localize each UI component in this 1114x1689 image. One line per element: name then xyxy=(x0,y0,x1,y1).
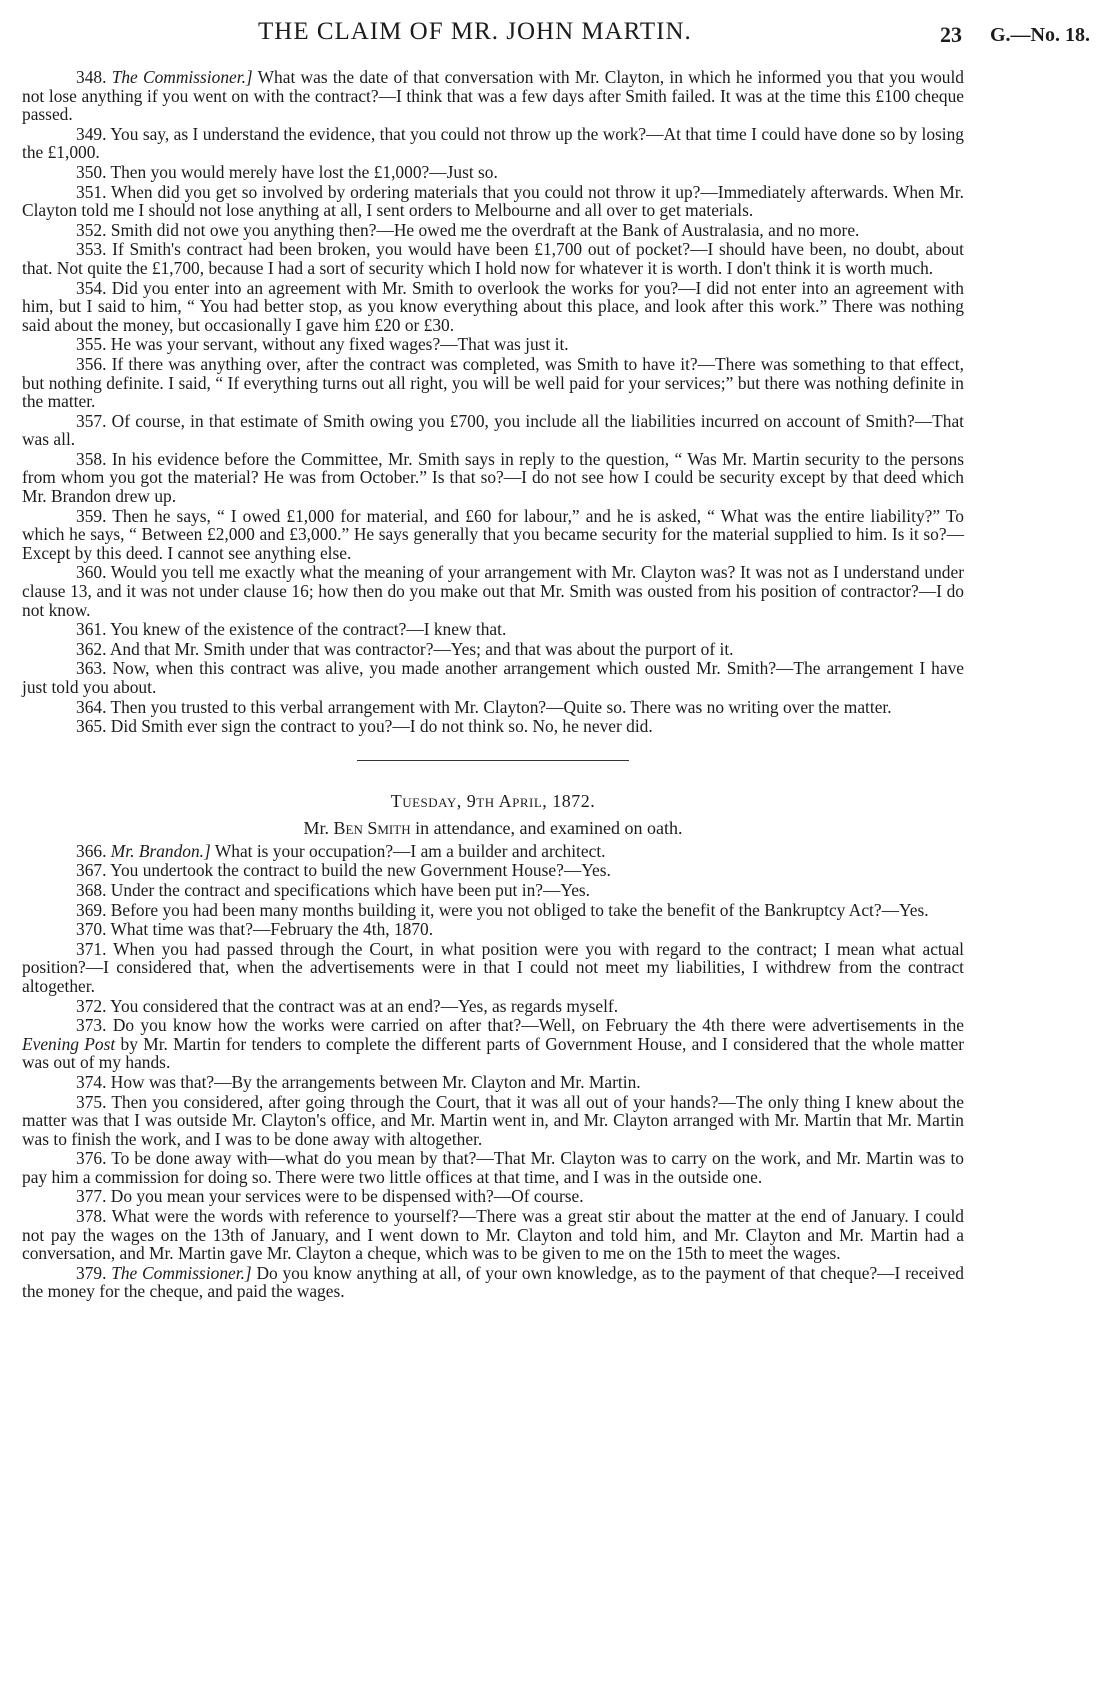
evidence-paragraph xyxy=(22,450,964,506)
attendance-line xyxy=(22,818,964,839)
question-number: 359. xyxy=(76,505,107,526)
question-number: 356. xyxy=(76,353,107,374)
evidence-paragraph xyxy=(22,240,964,277)
document-body xyxy=(22,68,964,1302)
evidence-paragraph xyxy=(22,997,964,1016)
evidence-paragraph xyxy=(22,68,964,124)
question-number: 360. xyxy=(76,562,107,583)
question-answer-text: What was the date of that conversation with Mr. Clayton, in which he informed you that you would not lose anything if you went on with the contract?—I think that was a few days after Smith failed. It was at the time this £100 cheque passed. xyxy=(22,67,964,125)
page-number: 23 xyxy=(940,22,962,47)
question-answer-text: What is your occupation?—I am a builder and architect. xyxy=(210,840,606,861)
question-answer-text: Now, when this contract was alive, you made another arrangement which ousted Mr. Smith?—The arrangement I have just told you about. xyxy=(22,658,964,697)
question-answer-text: Before you had been many months building it, were you not obliged to take the benefit of the Bankruptcy Act?—Yes. xyxy=(110,899,929,920)
attendance-suffix: in attendance, and examined on oath. xyxy=(410,817,683,838)
attendance-prefix: Mr. xyxy=(303,817,334,838)
evidence-paragraph xyxy=(22,620,964,639)
question-number: 361. xyxy=(76,619,107,640)
question-answer-text: Do you know anything at all, of your own knowledge, as to the payment of that cheque?—I received the money for the cheque, and paid the wages. xyxy=(22,1262,964,1302)
question-answer-text: Then he says, “ I owed £1,000 for material, and £60 for labour,” and he is asked, “ What was the entire liability?” To which he says, “ Between £2,000 and £3,000.” He says generally that you became security for the material supplied to him. Is it so?—Except by this deed. I cannot see anything else. xyxy=(22,505,964,563)
question-answer-text: Then you would merely have lost the £1,000?—Just so. xyxy=(110,161,498,182)
question-number: 352. xyxy=(76,219,107,240)
question-number: 350. xyxy=(76,161,107,182)
question-answer-text: He was your servant, without any fixed wages?—That was just it. xyxy=(110,334,569,355)
question-answer-text: How was that?—By the arrangements between Mr. Clayton and Mr. Martin. xyxy=(110,1071,641,1092)
evidence-paragraph xyxy=(22,901,964,920)
evidence-paragraph xyxy=(22,659,964,696)
question-answer-text: Do you know how the works were carried on after that?—Well, on February the 4th there were advertisements in the Evening Post by Mr. Martin for tenders to complete the different parts of Government House, and I considered that the whole matter was out of my hands. xyxy=(22,1015,964,1073)
question-answer-text: Did you enter into an agreement with Mr. Smith to overlook the works for you?—I did not enter into an agreement with him, but I said to him, “ You had better stop, as you know everything about this place, and look after this work.” There was nothing said about the money, but occasionally I gave him £20 or £30. xyxy=(22,277,964,335)
question-answer-text: You say, as I understand the evidence, that you could not throw up the work?—At that time I could have done so by losing the £1,000. xyxy=(22,123,964,163)
question-answer-text: If Smith's contract had been broken, you would have been £1,700 out of pocket?—I should have been, no doubt, about that. Not quite the £1,700, because I had a sort of security which I hold now for whatever it is worth. I don't think it is worth much. xyxy=(22,239,964,278)
evidence-paragraph xyxy=(22,163,964,182)
evidence-paragraph xyxy=(22,335,964,354)
speaker-label: The Commissioner.] xyxy=(111,67,253,87)
question-number: 378. xyxy=(76,1206,107,1227)
question-number: 349. xyxy=(76,123,107,144)
newspaper-title: Evening Post xyxy=(22,1033,116,1054)
evidence-paragraph xyxy=(22,1016,964,1072)
question-answer-text: To be done away with—what do you mean by that?—That Mr. Clayton was to carry on the work, and Mr. Martin was to pay him a commission for doing so. There were two little offices at that time, and I was in the outside one. xyxy=(22,1148,964,1187)
evidence-paragraph xyxy=(22,940,964,996)
evidence-paragraph xyxy=(22,1187,964,1206)
evidence-section-a xyxy=(22,68,964,736)
evidence-paragraph xyxy=(22,279,964,335)
question-answer-text: If there was anything over, after the contract was completed, was Smith to have it?—There was something to that effect, but nothing definite. I said, “ If everything turns out all right, you will be well paid for your services;” but there was nothing definite in the matter. xyxy=(22,353,964,412)
question-number: 365. xyxy=(76,716,107,737)
question-number: 377. xyxy=(76,1186,107,1207)
evidence-paragraph xyxy=(22,717,964,736)
question-answer-text: In his evidence before the Committee, Mr. Smith says in reply to the question, “ Was Mr. Martin security to the persons from whom you got the material? He was from October.” Is that so?—I do not see how I could be security except by that deed which Mr. Brandon drew up. xyxy=(22,448,964,507)
evidence-paragraph xyxy=(22,1264,964,1301)
question-number: 351. xyxy=(76,181,107,202)
evidence-paragraph xyxy=(22,1093,964,1149)
evidence-paragraph xyxy=(22,355,964,411)
question-number: 370. xyxy=(76,919,107,940)
evidence-paragraph xyxy=(22,640,964,659)
question-number: 375. xyxy=(76,1091,107,1112)
question-answer-text: And that Mr. Smith under that was contractor?—Yes; and that was about the purport of it. xyxy=(109,638,734,659)
session-date: Tuesday, 9th April, 1872. xyxy=(390,790,596,811)
question-number: 353. xyxy=(76,239,107,260)
question-number: 372. xyxy=(76,995,107,1016)
evidence-paragraph xyxy=(22,125,964,162)
question-number: 371. xyxy=(76,938,107,959)
question-number: 368. xyxy=(76,879,107,900)
question-number: 374. xyxy=(76,1071,107,1092)
question-answer-text: Do you mean your services were to be dispensed with?—Of course. xyxy=(110,1186,584,1207)
question-number: 357. xyxy=(76,410,107,431)
question-number: 362. xyxy=(76,638,107,659)
evidence-paragraph xyxy=(22,507,964,563)
question-answer-text: Then you trusted to this verbal arrangement with Mr. Clayton?—Quite so. There was no writing over the matter. xyxy=(110,696,892,717)
evidence-paragraph xyxy=(22,861,964,880)
evidence-paragraph xyxy=(22,881,964,900)
question-answer-text: Smith did not owe you anything then?—He owed me the overdraft at the Bank of Australasia, and no more. xyxy=(110,219,860,240)
question-number: 369. xyxy=(76,899,107,920)
evidence-paragraph xyxy=(22,183,964,220)
question-number: 363. xyxy=(76,658,107,679)
evidence-paragraph xyxy=(22,563,964,619)
section-divider xyxy=(357,760,629,761)
question-answer-text: You knew of the existence of the contract?—I knew that. xyxy=(110,619,507,640)
question-answer-text: Under the contract and specifications which have been put in?—Yes. xyxy=(110,879,591,900)
evidence-paragraph xyxy=(22,842,964,861)
question-number: 355. xyxy=(76,334,107,355)
question-number: 358. xyxy=(76,448,107,469)
question-number: 376. xyxy=(76,1148,107,1169)
question-answer-text: What time was that?—February the 4th, 1870. xyxy=(110,919,434,940)
paper-reference: G.—No. 18. xyxy=(990,24,1090,46)
question-answer-text: What were the words with reference to yourself?—There was a great stir about the matter at the end of January. I could not pay the wages on the 13th of January, and I went down to Mr. Clayton and told him, and Mr. Clayton and Mr. Martin had a conversation, and Mr. Martin gave Mr. Clayton a cheque, which was to be given to me on the 15th to meet the wages. xyxy=(22,1206,964,1264)
question-number: 379. xyxy=(76,1262,107,1283)
speaker-label: The Commissioner.] xyxy=(111,1262,252,1283)
question-number: 367. xyxy=(76,860,107,881)
question-number: 354. xyxy=(76,277,107,298)
question-answer-text: You undertook the contract to build the new Government House?—Yes. xyxy=(110,860,611,881)
page-title: THE CLAIM OF MR. JOHN MARTIN. xyxy=(258,18,692,45)
question-answer-text: Would you tell me exactly what the meaning of your arrangement with Mr. Clayton was? It was not as I understand under clause 13, and it was not under clause 16; how then do you make out that Mr. Smith was ousted from his position of contractor?—I do not know. xyxy=(22,562,964,620)
evidence-paragraph xyxy=(22,920,964,939)
evidence-paragraph xyxy=(22,1073,964,1092)
page-header xyxy=(0,18,1114,48)
evidence-section-b xyxy=(22,842,964,1301)
evidence-paragraph xyxy=(22,1207,964,1263)
evidence-paragraph xyxy=(22,221,964,240)
question-answer-text: Did Smith ever sign the contract to you?—I do not think so. No, he never did. xyxy=(110,716,653,737)
question-answer-text: When did you get so involved by ordering materials that you could not throw it up?—Immediately afterwards. When Mr. Clayton told me I should not lose anything at all, I sent orders to Melbourne and all over to get materials. xyxy=(22,181,964,221)
evidence-paragraph xyxy=(22,1149,964,1186)
question-answer-text: When you had passed through the Court, in what position were you with regard to the contract; I mean what actual position?—I considered that, when the advertisements were in that I could not meet my liabilities, I withdrew from the contract altogether. xyxy=(22,938,964,996)
question-number: 364. xyxy=(76,696,107,717)
witness-name: Ben Smith xyxy=(333,817,411,838)
question-number: 348. xyxy=(76,67,107,87)
evidence-paragraph xyxy=(22,412,964,449)
evidence-paragraph xyxy=(22,698,964,717)
speaker-label: Mr. Brandon.] xyxy=(110,840,211,861)
question-number: 366. xyxy=(76,840,107,861)
question-answer-text: Of course, in that estimate of Smith owing you £700, you include all the liabilities incurred on account of Smith?—That was all. xyxy=(22,410,964,450)
question-answer-text: You considered that the contract was at an end?—Yes, as regards myself. xyxy=(110,995,619,1016)
question-number: 373. xyxy=(76,1015,107,1036)
question-answer-text: Then you considered, after going through the Court, that it was all out of your hands?—The only thing I knew about the matter was that I was outside Mr. Clayton's office, and Mr. Martin went in, and Mr. Clayton arranged with Mr. Martin that Mr. Martin was to finish the work, and I was to be done away with altogether. xyxy=(22,1091,964,1149)
